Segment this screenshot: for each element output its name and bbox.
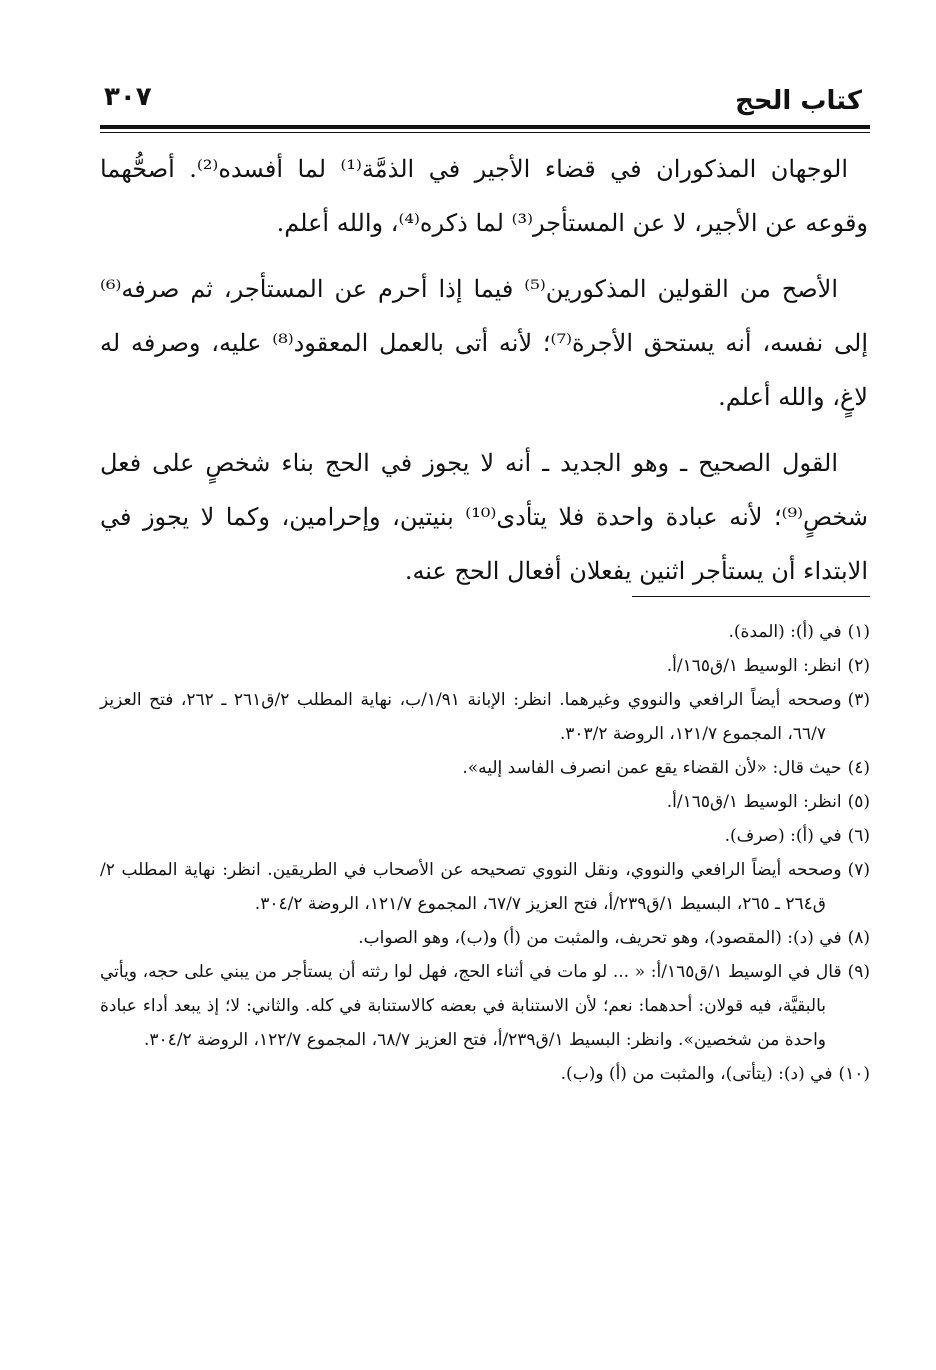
footnote (100, 1057, 870, 1091)
footnote-text: في (أ): (المدة). (728, 622, 842, 642)
page-number: ٣٠٧ (104, 82, 152, 112)
footnote (100, 819, 870, 853)
footnote-text: انظر: الوسيط ١/ق١٦٥/أ. (666, 656, 842, 676)
footnote (100, 853, 870, 921)
paragraph: الأصح من القولين المذكورين⁽⁵⁾ فيما إذا أحرم عن المستأجر، ثم صرفه⁽⁶⁾ إلى نفسه، أنه يستحق الأجرة⁽⁷⁾؛ لأنه أتى بالعمل المعقود⁽⁸⁾ عليه، وصرفه له لاغٍ، والله أعلم. (100, 275, 868, 411)
footnote-number: (٣) (847, 690, 870, 710)
footnote-number: (٩) (847, 962, 870, 982)
footnote-number: (٦) (847, 826, 870, 846)
footnote-text: وصححه أيضاً الرافعي والنووي وغيرهما. انظر: الإبانة ١/٩١/ب، نهاية المطلب ٢/ق٢٦١ ـ ٢٦٢، فتح العزيز ٦٦/٧، المجموع ١٢١/٧، الروضة ٣٠٣/٢. (100, 690, 842, 744)
paragraph: الوجهان المذكوران في قضاء الأجير في الذمَّة⁽¹⁾ لما أفسده⁽²⁾. أصحُّهما وقوعه عن الأجير، لا عن المستأجر⁽³⁾ لما ذكره⁽⁴⁾، والله أعلم. (100, 155, 868, 237)
header-rule-thin (100, 132, 870, 133)
footnote (100, 921, 870, 955)
main-text (100, 142, 868, 610)
paragraph: القول الصحيح ـ وهو الجديد ـ أنه لا يجوز في الحج بناء شخصٍ على فعل شخصٍ⁽⁹⁾؛ لأنه عبادة واحدة فلا يتأدى⁽¹⁰⁾ بنيتين، وإحرامين، وكما لا يجوز في الابتداء أن يستأجر اثنين يفعلان أفعال الحج عنه. (100, 449, 869, 585)
footnote-text: في (د): (المقصود)، وهو تحريف، والمثبت من (أ) و(ب)، وهو الصواب. (358, 928, 842, 948)
footnote-number: (٤) (847, 758, 870, 778)
footnote-number: (٢) (847, 656, 870, 676)
footnote-number: (٨) (847, 928, 870, 948)
footnote-text: حيث قال: «لأن القضاء يقع عمن انصرف الفاسد إليه». (462, 758, 842, 778)
footnotes (100, 615, 870, 1091)
footnote-text: انظر: الوسيط ١/ق١٦٥/أ. (666, 792, 842, 812)
footnote-separator (632, 596, 870, 597)
footnote (100, 785, 870, 819)
footnote-number: (٧) (847, 860, 870, 880)
footnote-number: (٥) (847, 792, 870, 812)
footnote (100, 615, 870, 649)
footnote-text: في (د): (يتأتى)، والمثبت من (أ) و(ب). (560, 1064, 833, 1084)
footnote-number: (١) (847, 622, 870, 642)
footnote (100, 649, 870, 683)
footnote-text: وصححه أيضاً الرافعي والنووي، ونقل النووي تصحيحه عن الأصحاب في الطريقين. انظر: نهاية المطلب ٢/ق٢٦٤ ـ ٢٦٥، البسيط ١/ق٢٣٩/أ، فتح العزيز ٦٧/٧، المجموع ١٢١/٧، الروضة ٣٠٤/٢. (100, 860, 842, 914)
footnote-number: (١٠) (838, 1064, 870, 1084)
footnote (100, 683, 870, 751)
footnote-text: قال في الوسيط ١/ق١٦٥/أ: « ... لو مات في أثناء الحج، فهل لوا رثته أن يستأجر من يبني على حجه، ويأتي بالبقيَّة، فيه قولان: أحدهما: نعم؛ لأن الاستنابة في بعضه كالاستنابة في كله. والثاني: لا؛ إذ يبعد أداء عبادة واحدة من شخصين». وانظر: البسيط ١/ق٢٣٩/أ، فتح العزيز ٦٨/٧، المجموع ١٢٢/٧، الروضة ٣٠٤/٢. (100, 962, 842, 1050)
footnote (100, 955, 870, 1057)
header-rule-thick (100, 125, 870, 129)
page-header (100, 80, 870, 124)
footnote-text: في (أ): (صرف). (724, 826, 842, 846)
running-title: كتاب الحج (735, 86, 862, 116)
footnote (100, 751, 870, 785)
